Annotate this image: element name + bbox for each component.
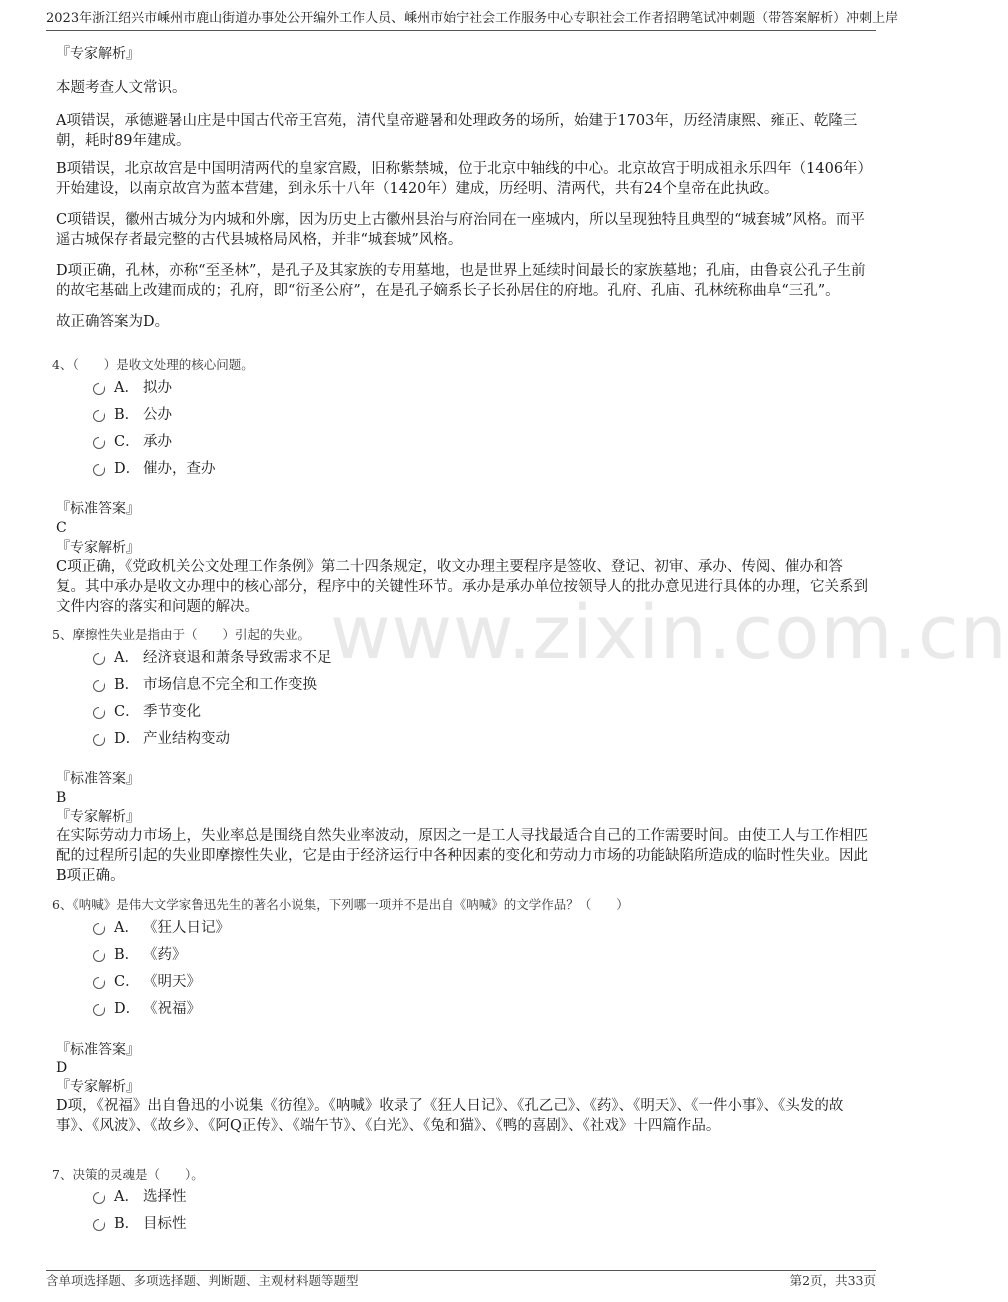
watermark: www.zixin.com.cn <box>330 590 1008 676</box>
radio-icon[interactable] <box>93 707 105 719</box>
q3-analysis-b: B项错误，北京故宫是中国明清两代的皇家宫殿，旧称紫禁城，位于北京中轴线的中心。北京故宫于明成祖永乐四年（1406年）开始建设，以南京故宫为蓝本营建，到永乐十八年（1420年）建成，历经明、清两代，共有24个皇帝在此执政。 <box>56 161 865 197</box>
page-number: 第2页，共33页 <box>789 1273 876 1288</box>
footer-question-types: 含单项选择题、多项选择题、判断题、主观材料题等题型 <box>46 1273 359 1288</box>
radio-icon[interactable] <box>93 950 105 962</box>
q4-answer-label: 『标准答案』 <box>56 501 140 517</box>
radio-icon[interactable] <box>93 464 105 476</box>
option-letter: C． <box>114 974 140 990</box>
q3-analysis-a: A项错误，承德避暑山庄是中国古代帝王宫苑，清代皇帝避暑和处理政务的场所，始建于1703年，历经清康熙、雍正、乾隆三朝，耗时89年建成。 <box>56 113 858 149</box>
option-letter: B． <box>114 1216 140 1232</box>
radio-icon[interactable] <box>93 1219 105 1231</box>
q6-expert-label: 『专家解析』 <box>56 1079 140 1095</box>
option-letter: A． <box>114 920 139 936</box>
option-text: 产业结构变动 <box>143 731 230 747</box>
option-letter: D． <box>114 731 141 747</box>
option-text: 《明天》 <box>143 974 201 990</box>
option-letter: D． <box>114 461 141 477</box>
q6-question: 6、《呐喊》是伟大文学家鲁迅先生的著名小说集，下列哪一项并不是出自《呐喊》的文学作品？（ ） <box>52 897 629 912</box>
option-text: 《药》 <box>143 947 187 963</box>
option-letter: D． <box>114 1001 141 1017</box>
q5-answer-label: 『标准答案』 <box>56 771 140 787</box>
option-letter: A． <box>114 380 139 396</box>
q4-question: 4、（ ）是收文处理的核心问题。 <box>52 357 254 372</box>
option-letter: C． <box>114 434 140 450</box>
option-text: 季节变化 <box>143 704 201 720</box>
option-letter: B． <box>114 407 140 423</box>
q5-answer: B <box>56 790 67 806</box>
q4-analysis: C项正确，《党政机关公文处理工作条例》第二十四条规定，收文办理主要程序是签收、登记、初审、承办、传阅、催办和答复。其中承办是收文办理中的核心部分，程序中的关键性环节。承办是承办单位按领导人的批办意见进行具体的办理，它关系到文件内容的落实和问题的解决。 <box>56 559 868 615</box>
option-text: 《祝福》 <box>143 1001 201 1017</box>
page-footer <box>46 1270 876 1290</box>
q6-answer: D <box>56 1060 68 1076</box>
radio-icon[interactable] <box>93 923 105 935</box>
document-header: 2023年浙江绍兴市嵊州市鹿山街道办事处公开编外工作人员、嵊州市始宁社会工作服务中心专职社会工作者招聘笔试冲刺题（带答案解析）冲刺上岸 <box>46 10 876 31</box>
option-text: 市场信息不完全和工作变换 <box>143 677 317 693</box>
option-text: 公办 <box>143 407 172 423</box>
radio-icon[interactable] <box>93 410 105 422</box>
radio-icon[interactable] <box>93 1192 105 1204</box>
q3-expert-label: 『专家解析』 <box>56 46 140 62</box>
option-text: 《狂人日记》 <box>143 920 230 936</box>
radio-icon[interactable] <box>93 734 105 746</box>
q3-conclusion: 故正确答案为D。 <box>56 314 170 330</box>
radio-icon[interactable] <box>93 1004 105 1016</box>
option-text: 承办 <box>143 434 172 450</box>
q6-answer-label: 『标准答案』 <box>56 1042 140 1058</box>
q5-expert-label: 『专家解析』 <box>56 809 140 825</box>
option-text: 拟办 <box>143 380 172 396</box>
option-letter: B． <box>114 677 140 693</box>
option-text: 催办，查办 <box>143 461 216 477</box>
option-text: 目标性 <box>143 1216 187 1232</box>
radio-icon[interactable] <box>93 383 105 395</box>
q7-question: 7、决策的灵魂是（ ）。 <box>52 1167 204 1182</box>
option-letter: B． <box>114 947 140 963</box>
q3-analysis-intro: 本题考查人文常识。 <box>56 80 187 96</box>
option-letter: C． <box>114 704 140 720</box>
option-letter: A． <box>114 650 139 666</box>
option-text: 经济衰退和萧条导致需求不足 <box>143 650 332 666</box>
q3-analysis-c: C项错误，徽州古城分为内城和外廓，因为历史上古徽州县治与府治同在一座城内，所以呈现独特且典型的“城套城”风格。而平遥古城保存者最完整的古代县城格局风格，并非“城套城”风格。 <box>56 212 865 248</box>
option-text: 选择性 <box>143 1189 187 1205</box>
radio-icon[interactable] <box>93 437 105 449</box>
radio-icon[interactable] <box>93 680 105 692</box>
radio-icon[interactable] <box>93 977 105 989</box>
q5-question: 5、摩擦性失业是指由于（ ）引起的失业。 <box>52 627 310 642</box>
q5-analysis: 在实际劳动力市场上，失业率总是围绕自然失业率波动，原因之一是工人寻找最适合自己的工作需要时间。由使工人与工作相匹配的过程所引起的失业即摩擦性失业，它是由于经济运行中各种因素的变化和劳动力市场的功能缺陷所造成的临时性失业。因此B项正确。 <box>56 828 868 884</box>
radio-icon[interactable] <box>93 653 105 665</box>
option-letter: A． <box>114 1189 139 1205</box>
q6-analysis: D项，《祝福》出自鲁迅的小说集《彷徨》。《呐喊》收录了《狂人日记》、《孔乙己》、《药》、《明天》、《一件小事》、《头发的故事》、《风波》、《故乡》、《阿Q正传》、《端午节》、《白光》、《兔和猫》、《鸭的喜剧》、《社戏》十四篇作品。 <box>56 1098 844 1134</box>
q3-analysis-d: D项正确，孔林，亦称“至圣林”，是孔子及其家族的专用墓地，也是世界上延续时间最长的家族墓地；孔庙，由鲁哀公孔子生前的故宅基础上改建而成的；孔府，即“衍圣公府”，在是孔子嫡系长子长孙居住的府地。孔府、孔庙、孔林统称曲阜“三孔”。 <box>56 263 866 299</box>
q4-expert-label: 『专家解析』 <box>56 540 140 556</box>
q4-answer: C <box>56 520 67 536</box>
